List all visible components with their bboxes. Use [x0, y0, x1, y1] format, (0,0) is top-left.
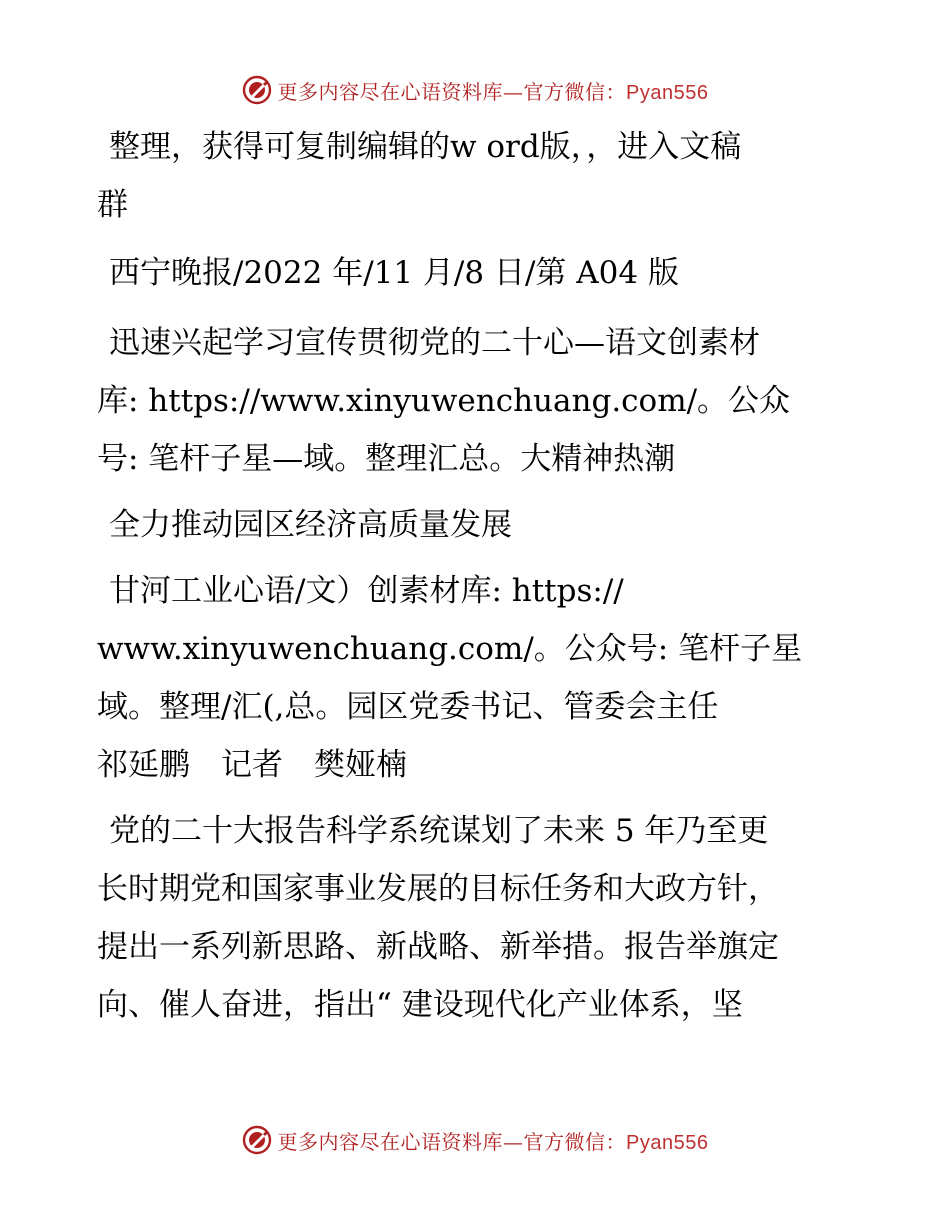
paragraph-body — [97, 802, 857, 1034]
text-line: www.xinyuwenchuang.com/。公众号: 笔杆子星 — [97, 631, 803, 667]
text-line: 号: 笔杆子星—域。整理汇总。大精神热潮 — [97, 441, 676, 477]
watermark-cn: 更多内容尽在心语资料库 — [277, 79, 504, 104]
text-line: 全力推动园区经济高质量发展 — [109, 507, 512, 543]
text-line: 群 — [97, 187, 128, 223]
text-line: 向、催人奋进，指出“ 建设现代化产业体系，坚 — [97, 987, 743, 1023]
watermark-id: Pyan556 — [626, 1131, 709, 1154]
watermark-official: 官方微信： — [523, 79, 627, 104]
text-line: 西宁晚报/2022 年/11 月/8 日/第 A04 版 — [109, 255, 679, 291]
text-line: 库: https://www.xinyuwenchuang.com/。公众 — [97, 383, 791, 419]
document-body — [97, 118, 857, 1042]
text-line: 甘河工业心语/文）创素材库: https:// — [109, 573, 624, 609]
watermark-text — [278, 1126, 709, 1155]
text-line: 迅速兴起学习宣传贯彻党的二十心—语文创素材 — [109, 325, 760, 361]
watermark-dash: — — [503, 79, 524, 104]
watermark-dash: — — [503, 1129, 524, 1154]
paragraph-title — [97, 496, 857, 554]
watermark-official: 官方微信： — [523, 1129, 627, 1154]
text-line: 党的二十大报告科学系统谋划了未来 5 年乃至更 — [109, 813, 769, 849]
paragraph-byline — [97, 562, 857, 794]
text-line: 祁延鹏 记者 樊娅楠 — [97, 747, 407, 783]
header-watermark — [0, 70, 950, 110]
paragraph-headline — [97, 314, 857, 488]
watermark-text — [278, 76, 709, 105]
text-line: 长时期党和国家事业发展的目标任务和大政方针， — [97, 871, 779, 907]
paragraph-source — [97, 244, 857, 302]
text-line: 域。整理/汇(,总。园区党委书记、管委会主任 — [97, 689, 719, 725]
seal-pen-icon — [242, 1125, 272, 1155]
seal-pen-icon — [242, 75, 272, 105]
watermark-id: Pyan556 — [626, 81, 709, 104]
watermark-cn: 更多内容尽在心语资料库 — [277, 1129, 504, 1154]
text-line: 提出一系列新思路、新战略、新举措。报告举旗定 — [97, 929, 779, 965]
text-line: 整理，获得可复制编辑的w ord版，，进入文稿 — [109, 129, 742, 165]
footer-watermark — [0, 1120, 950, 1160]
paragraph-intro — [97, 118, 857, 234]
